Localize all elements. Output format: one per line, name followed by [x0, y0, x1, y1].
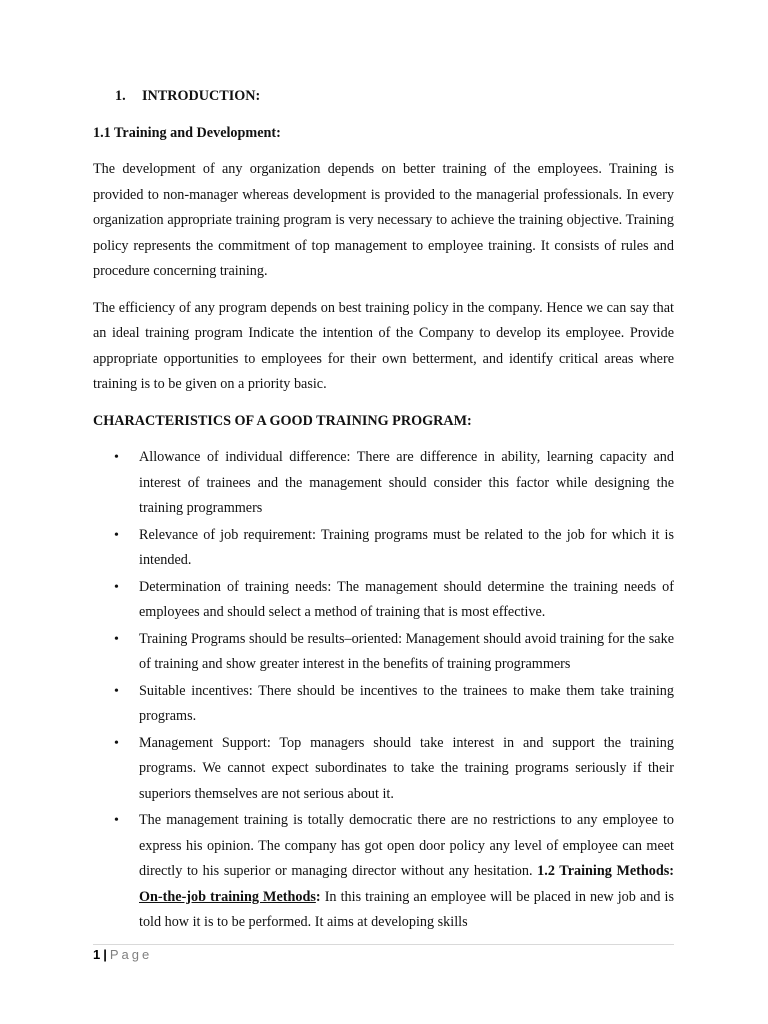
list-item	[93, 808, 674, 936]
heading-colon: :	[315, 888, 321, 905]
list-item	[93, 627, 674, 678]
bullet-icon: •	[114, 683, 119, 699]
list-item-text: Training Programs should be results–oriented: Management should avoid training for the sake of training and show greater interest in the benefits of training programmers	[139, 630, 674, 672]
training-methods-heading: 1.2 Training Methods:	[537, 863, 675, 879]
list-item	[93, 445, 674, 522]
characteristics-list	[93, 445, 674, 936]
section-heading	[115, 84, 674, 110]
list-item-text: Allowance of individual difference: There are difference in ability, learning capacity and interest of trainees and the management should consider this factor while designing the training programmers	[139, 449, 674, 516]
characteristics-heading: CHARACTERISTICS OF A GOOD TRAINING PROGRAM:	[93, 412, 472, 429]
list-item	[93, 523, 674, 574]
subsection-heading: 1.1 Training and Development:	[93, 124, 281, 141]
section-title: INTRODUCTION:	[142, 88, 261, 104]
bullet-icon: •	[114, 579, 119, 595]
bullet-icon: •	[114, 450, 119, 465]
list-item-text: Management Support: Top managers should take interest in and support the training programs. We cannot expect subordinates to take the training programs seriously if their superiors themselves are not serious about it.	[139, 734, 674, 802]
bullet-icon: •	[114, 631, 119, 647]
page-label: Page	[109, 947, 153, 962]
list-item-text: Suitable incentives: There should be incentives to the trainees to make them take training programs.	[139, 682, 674, 724]
list-item-text-continued: In this training an employee will be placed in new job and is told how it is to be performed. It aims at developing skills	[139, 888, 674, 930]
list-item	[93, 731, 674, 808]
footer-separator: |	[103, 947, 107, 962]
section-number: 1.	[115, 88, 126, 104]
list-item	[93, 575, 674, 626]
document-body	[93, 84, 674, 937]
page-number: 1	[93, 947, 101, 962]
bullet-icon: •	[114, 813, 119, 828]
footer-divider	[93, 944, 674, 945]
paragraph: The development of any organization depends on better training of the employees. Training is provided to non-manager whereas development is provided to the managerial professionals. In every organization appropriate training program is very necessary to achieve the training objective. Training policy represents the commitment of top management to employee training. It consists of rules and procedure concerning training.	[93, 161, 674, 279]
list-item-text: The management training is totally democratic there are no restrictions to any employee to express his opinion. The company has got open door policy any level of employee can meet directly to his superior or managing director without any hesitation.	[139, 812, 674, 879]
on-the-job-heading: On-the-job training Methods	[139, 888, 316, 905]
list-item-text: Relevance of job requirement: Training programs must be related to the job for which it is intended.	[139, 526, 674, 568]
bullet-icon: •	[114, 735, 119, 751]
page-footer	[93, 947, 152, 962]
list-item	[93, 679, 674, 730]
paragraph: The efficiency of any program depends on best training policy in the company. Hence we can say that an ideal training program Indicate the intention of the Company to develop its employee. Provide appropriate opportunities to employees for their own betterment, and identify critical areas where training is to be given on a priority basic.	[93, 299, 674, 392]
bullet-icon: •	[114, 527, 119, 543]
list-item-text: Determination of training needs: The management should determine the training needs of employees and should select a method of training that is most effective.	[139, 578, 674, 620]
